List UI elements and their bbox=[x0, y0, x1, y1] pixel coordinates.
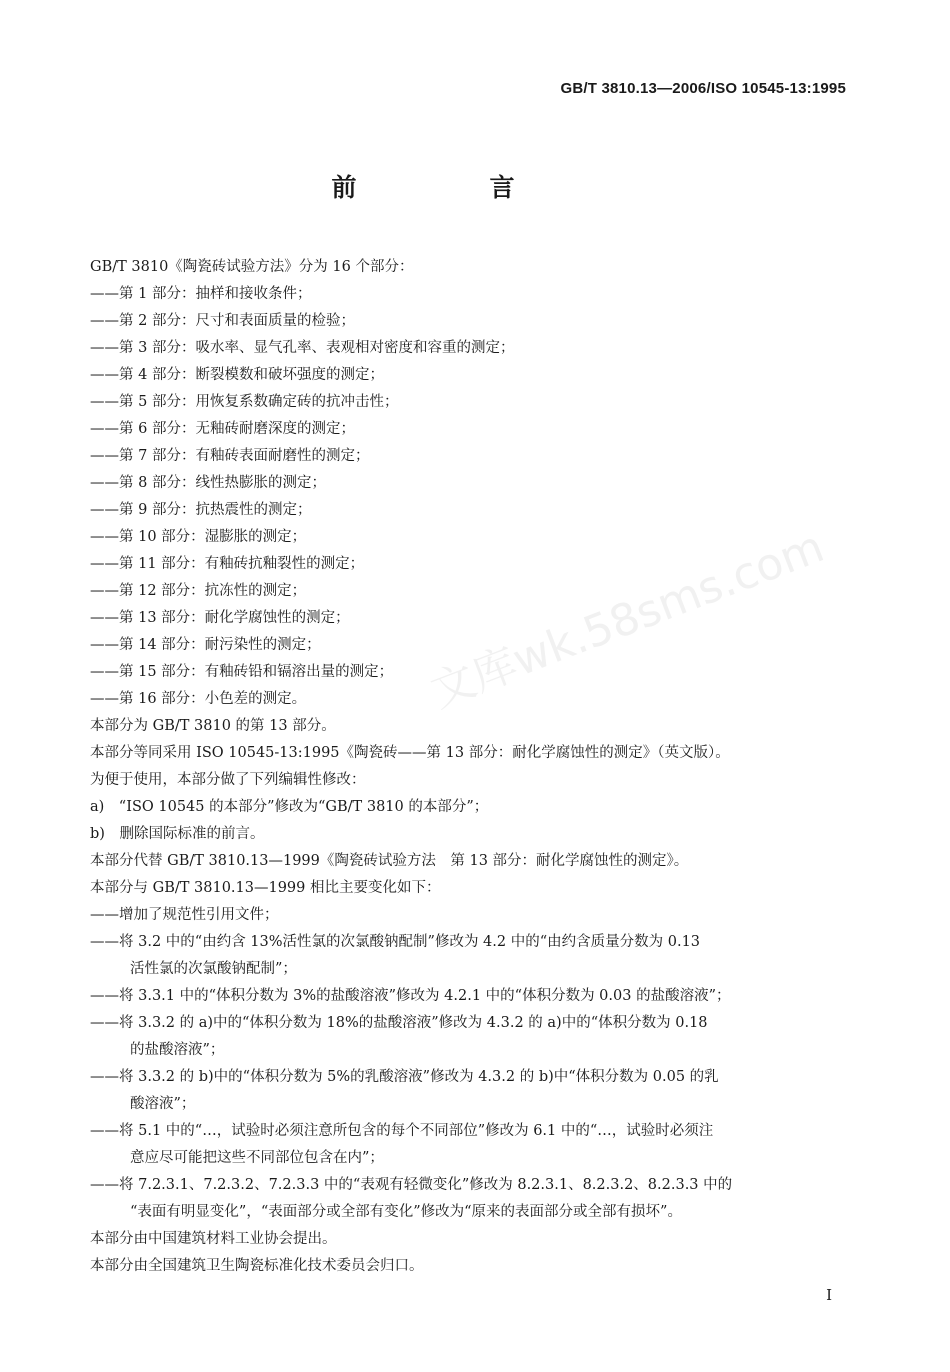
dash-list-item: ——将 3.3.2 的 b)中的“体积分数为 5%的乳酸溶液”修改为 4.3.2 的 b)中“体积分数为 0.05 的乳 bbox=[90, 1069, 719, 1085]
watermark-text: 文库wk.58sms.com bbox=[423, 521, 831, 718]
dash-list-item: ——第 15 部分：有釉砖铅和镉溶出量的测定； bbox=[90, 664, 394, 680]
dash-list-item: ——将 7.2.3.1、7.2.3.2、7.2.3.3 中的“表观有轻微变化”修改为 8.2.3.1、8.2.3.2、8.2.3.3 中的 bbox=[90, 1177, 733, 1193]
paragraph-line: 为便于使用，本部分做了下列编辑性修改： bbox=[90, 772, 366, 788]
dash-list-item: ——将 3.2 中的“由约含 13%活性氯的次氯酸钠配制”修改为 4.2 中的“由约含质量分数为 0.13 bbox=[90, 934, 701, 950]
dash-list-item: ——第 9 部分：抗热震性的测定； bbox=[90, 502, 312, 518]
paragraph-line: 本部分代替 GB/T 3810.13—1999《陶瓷砖试验方法 第 13 部分：耐化学腐蚀性的测定》。 bbox=[90, 853, 689, 869]
paragraph-line: 本部分由全国建筑卫生陶瓷标准化技术委员会归口。 bbox=[90, 1258, 424, 1274]
paragraph-line: GB/T 3810《陶瓷砖试验方法》分为 16 个部分： bbox=[90, 259, 414, 275]
dash-list-item: ——第 3 部分：吸水率、显气孔率、表观相对密度和容重的测定； bbox=[90, 340, 515, 356]
paragraph-line: 本部分等同采用 ISO 10545-13:1995《陶瓷砖——第 13 部分：耐化学腐蚀性的测定》（英文版）。 bbox=[90, 745, 730, 761]
dash-list-item: ——第 5 部分：用恢复系数确定砖的抗冲击性； bbox=[90, 394, 399, 410]
continuation-line: 意应尽可能把这些不同部位包含在内”； bbox=[130, 1150, 384, 1166]
dash-list-item: ——将 3.3.2 的 a)中的“体积分数为 18%的盐酸溶液”修改为 4.3.2 的 a)中的“体积分数为 0.18 bbox=[90, 1015, 708, 1031]
dash-list-item: ——第 4 部分：断裂模数和破坏强度的测定； bbox=[90, 367, 384, 383]
page-title: 前 言 bbox=[331, 173, 569, 202]
paragraph-line: b) 删除国际标准的前言。 bbox=[90, 826, 265, 842]
continuation-line: 活性氯的次氯酸钠配制”； bbox=[130, 961, 297, 977]
continuation-line: 酸溶液”； bbox=[130, 1096, 196, 1112]
dash-list-item: ——第 1 部分：抽样和接收条件； bbox=[90, 286, 312, 302]
dash-list-item: ——第 16 部分：小色差的测定。 bbox=[90, 691, 307, 707]
dash-list-item: ——第 11 部分：有釉砖抗釉裂性的测定； bbox=[90, 556, 365, 572]
continuation-line: “表面有明显变化”，“表面部分或全部有变化”修改为“原来的表面部分或全部有损坏”。 bbox=[130, 1204, 682, 1220]
page-number: I bbox=[826, 1286, 832, 1304]
dash-list-item: ——第 6 部分：无釉砖耐磨深度的测定； bbox=[90, 421, 355, 437]
dash-list-item: ——第 13 部分：耐化学腐蚀性的测定； bbox=[90, 610, 350, 626]
dash-list-item: ——第 14 部分：耐污染性的测定； bbox=[90, 637, 321, 653]
standard-number-header: GB/T 3810.13—2006/ISO 10545-13:1995 bbox=[560, 80, 846, 97]
dash-list-item: ——第 7 部分：有釉砖表面耐磨性的测定； bbox=[90, 448, 370, 464]
paragraph-line: 本部分与 GB/T 3810.13—1999 相比主要变化如下： bbox=[90, 880, 441, 896]
dash-list-item: ——将 3.3.1 中的“体积分数为 3%的盐酸溶液”修改为 4.2.1 中的“体积分数为 0.03 的盐酸溶液”； bbox=[90, 988, 731, 1004]
dash-list-item: ——增加了规范性引用文件； bbox=[90, 907, 279, 923]
paragraph-line: 本部分为 GB/T 3810 的第 13 部分。 bbox=[90, 718, 336, 734]
paragraph-line: a) “ISO 10545 的本部分”修改为“GB/T 3810 的本部分”； bbox=[90, 799, 489, 815]
dash-list-item: ——第 2 部分：尺寸和表面质量的检验； bbox=[90, 313, 355, 329]
dash-list-item: ——将 5.1 中的“…，试验时必须注意所包含的每个不同部位”修改为 6.1 中的“…，试验时必须注 bbox=[90, 1123, 714, 1139]
paragraph-line: 本部分由中国建筑材料工业协会提出。 bbox=[90, 1231, 337, 1247]
foreword-body bbox=[90, 254, 850, 1280]
dash-list-item: ——第 12 部分：抗冻性的测定； bbox=[90, 583, 307, 599]
dash-list-item: ——第 10 部分：湿膨胀的测定； bbox=[90, 529, 307, 545]
continuation-line: 的盐酸溶液”； bbox=[130, 1042, 225, 1058]
dash-list-item: ——第 8 部分：线性热膨胀的测定； bbox=[90, 475, 326, 491]
